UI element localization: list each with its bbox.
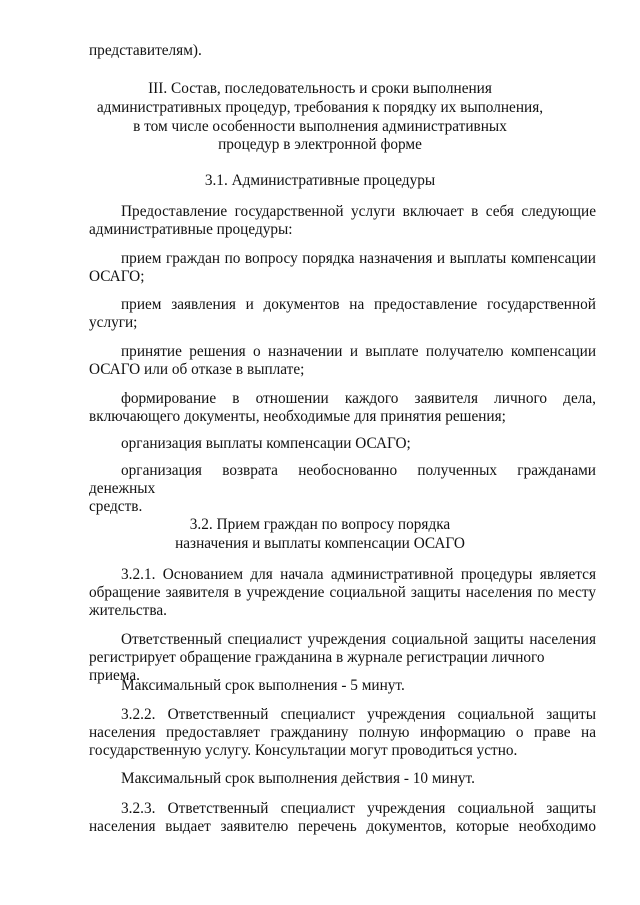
paragraph	[89, 566, 596, 620]
paragraph-line: услуги;	[89, 314, 138, 331]
paragraph-line: средств.	[89, 498, 143, 515]
paragraph-line: жительства.	[89, 602, 167, 619]
paragraph	[89, 296, 596, 332]
paragraph-line: Предоставление государственной услуги включает в себя следующие	[121, 203, 596, 220]
subsection-title-3-2: назначения и выплаты компенсации ОСАГО	[175, 535, 465, 552]
paragraph-line: населения предоставляет гражданину полную информацию о праве на	[89, 724, 596, 741]
paragraph	[89, 800, 596, 836]
paragraph: Максимальный срок выполнения действия - 10 минут.	[121, 770, 475, 787]
subsection-title-3-1: 3.1. Административные процедуры	[204, 172, 436, 189]
paragraph-line: ОСАГО или об отказе в выплате;	[89, 361, 305, 378]
paragraph-line: организация возврата необоснованно полученных гражданами денежных	[89, 462, 596, 497]
paragraph-line: административные процедуры:	[89, 221, 293, 238]
paragraph-line: 3.2.2. Ответственный специалист учреждения социальной защиты	[121, 706, 596, 723]
paragraph-line: государственную услугу. Консультации могут проводиться устно.	[89, 742, 518, 759]
paragraph	[89, 462, 596, 516]
paragraph-line: формирование в отношении каждого заявителя личного дела,	[121, 390, 596, 407]
paragraph-line: населения выдает заявителю перечень документов, которые необходимо	[89, 818, 596, 835]
continuation-text: представителям).	[89, 42, 202, 59]
paragraph: Максимальный срок выполнения - 5 минут.	[121, 677, 405, 694]
paragraph: организация выплаты компенсации ОСАГО;	[121, 435, 411, 452]
paragraph-line: ОСАГО;	[89, 268, 145, 285]
paragraph	[89, 706, 596, 760]
paragraph	[89, 390, 596, 426]
paragraph-line: 3.2.3. Ответственный специалист учреждения социальной защиты	[121, 800, 596, 817]
section-heading-line: процедур в электронной форме	[218, 136, 422, 153]
paragraph-line: Ответственный специалист учреждения социальной защиты населения	[121, 631, 596, 648]
paragraph-line: включающего документы, необходимые для принятия решения;	[89, 408, 506, 425]
paragraph-line: 3.2.1. Основанием для начала административной процедуры является	[121, 566, 596, 583]
paragraph-line: обращение заявителя в учреждение социальной защиты населения по месту	[89, 584, 596, 601]
subsection-title-3-2: 3.2. Прием граждан по вопросу порядка	[189, 516, 451, 533]
paragraph-line: регистрирует обращение гражданина в журнале регистрации личного приема.	[89, 649, 545, 684]
paragraph	[89, 343, 596, 379]
paragraph	[89, 203, 596, 239]
paragraph-line: прием граждан по вопросу порядка назначения и выплаты компенсации	[121, 250, 596, 267]
paragraph-line: принятие решения о назначении и выплате получателю компенсации	[121, 343, 596, 360]
paragraph	[89, 250, 596, 286]
section-heading-line: административных процедур, требования к порядку их выполнения,	[96, 99, 544, 116]
paragraph-line: прием заявления и документов на предоставление государственной	[121, 296, 596, 313]
section-heading-line: в том числе особенности выполнения административных	[133, 118, 507, 135]
section-heading-line: III. Состав, последовательность и сроки выполнения	[148, 80, 492, 97]
